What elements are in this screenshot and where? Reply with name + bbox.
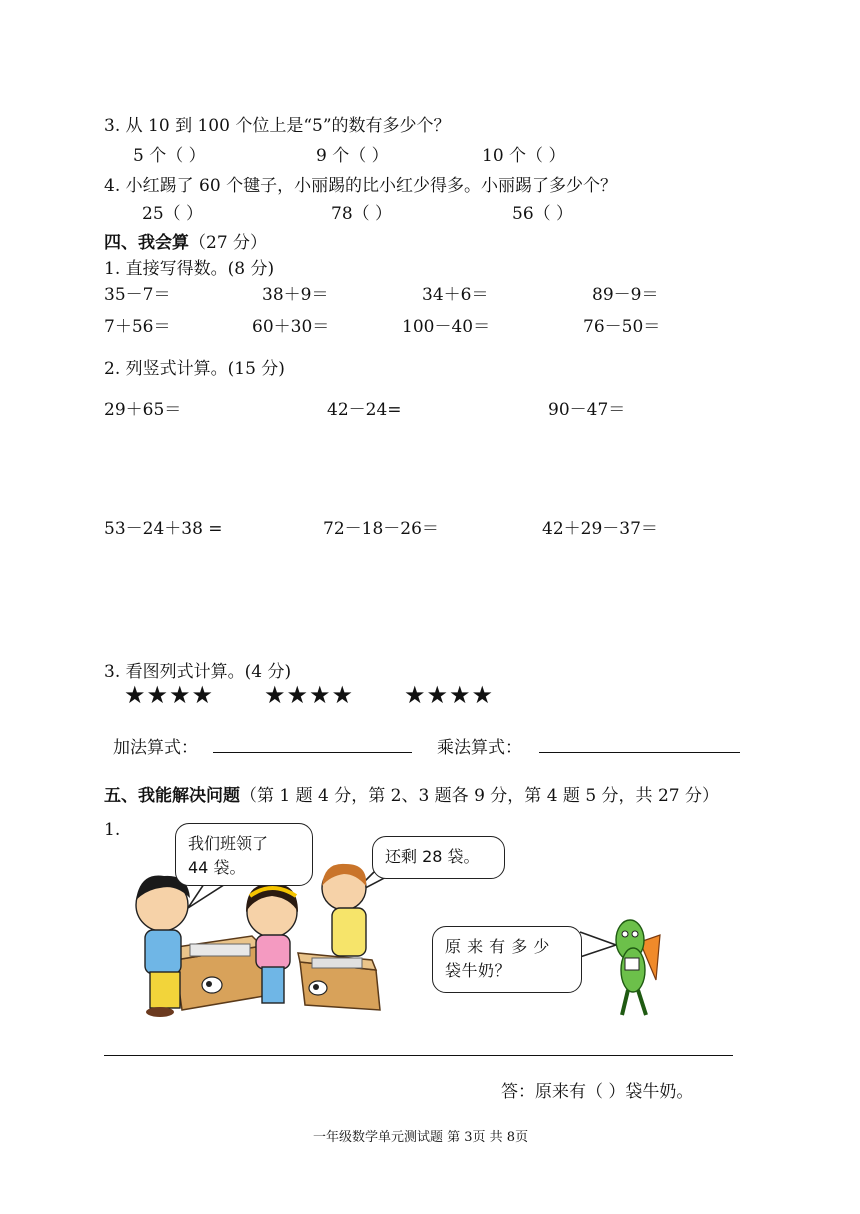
- question-4: 4. 小红踢了 60 个毽子，小丽踢的比小红少得多。小丽踢了多少个？: [104, 176, 618, 196]
- mental-math-item: 35－7＝: [104, 285, 171, 305]
- q3-option-b: 9 个（ ）: [316, 146, 389, 166]
- bubble-line: 还剩 28 袋。: [385, 847, 480, 866]
- part-1-title: 1. 直接写得数。(8 分): [104, 259, 275, 279]
- q3-option-c: 10 个（ ）: [482, 146, 566, 166]
- star-group: ★★★★: [404, 681, 495, 709]
- mental-math-item: 89－9＝: [592, 285, 659, 305]
- page-footer: 一年级数学单元测试题 第 3页 共 8页: [313, 1130, 529, 1145]
- answer-sentence: 答：原来有（ ）袋牛奶。: [501, 1082, 694, 1102]
- milk-box-icon: [170, 936, 270, 1010]
- section-5-score: （第 1 题 4 分，第 2、3 题各 9 分，第 4 题 5 分，共 27 分）: [240, 786, 719, 806]
- speech-bubble-boy: [175, 823, 313, 886]
- bubble-line: 我们班领了: [188, 834, 269, 853]
- q3-option-a: 5 个（ ）: [133, 146, 206, 166]
- question-3: 3. 从 10 到 100 个位上是“5”的数有多少个？: [104, 116, 451, 136]
- part-2-title: 2. 列竖式计算。(15 分): [104, 359, 285, 379]
- vertical-calc-item: 90－47＝: [548, 400, 626, 420]
- equation-answer-line[interactable]: [104, 1055, 733, 1056]
- speech-bubble-cucumber: [432, 926, 582, 993]
- q4-option-b: 78（ ）: [331, 204, 393, 224]
- section-4-score: （27 分）: [189, 233, 268, 253]
- girl-figure: [322, 864, 366, 956]
- q4-option-c: 56（ ）: [512, 204, 574, 224]
- mental-math-item: 76－50＝: [583, 317, 661, 337]
- section-5-title: 五、我能解决问题: [104, 786, 240, 806]
- vertical-calc-item: 72－18－26＝: [323, 519, 439, 539]
- vertical-calc-item: 29＋65＝: [104, 400, 182, 420]
- star-group: ★★★★: [264, 681, 355, 709]
- addition-label: 加法算式：: [113, 738, 198, 758]
- speech-bubble-girl: [372, 836, 505, 879]
- multiplication-label: 乘法算式：: [437, 738, 522, 758]
- mental-math-item: 38＋9＝: [262, 285, 329, 305]
- vertical-calc-item: 42－24=: [327, 400, 402, 420]
- mental-math-item: 60＋30＝: [252, 317, 330, 337]
- bubble-line: 44 袋。: [188, 858, 246, 877]
- part-3-title: 3. 看图列式计算。(4 分): [104, 662, 292, 682]
- q4-option-a: 25（ ）: [142, 204, 204, 224]
- vertical-calc-item: 53－24＋38 =: [104, 519, 223, 539]
- section-4-title: 四、我会算: [104, 233, 189, 253]
- bubble-line: 原 来 有 多 少: [445, 937, 550, 956]
- milk-box-icon: [298, 953, 380, 1010]
- star-group: ★★★★: [124, 681, 215, 709]
- vertical-calc-item: 42＋29－37＝: [542, 519, 658, 539]
- mental-math-item: 100－40＝: [402, 317, 491, 337]
- cucumber-character: [616, 920, 660, 1015]
- bubble-line: 袋牛奶？: [445, 961, 512, 980]
- problem-1-number: 1.: [104, 820, 121, 840]
- mental-math-item: 34＋6＝: [422, 285, 489, 305]
- mental-math-item: 7＋56＝: [104, 317, 171, 337]
